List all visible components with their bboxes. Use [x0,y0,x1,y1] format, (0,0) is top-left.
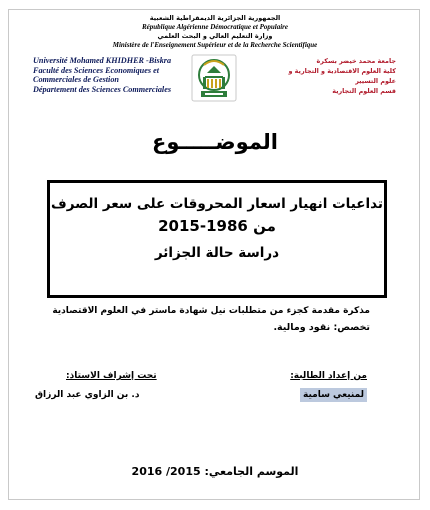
academic-year: الموسم الجامعي: 2015/ 2016 [131,465,299,478]
topic-heading: الموضـــــوع [151,130,279,154]
university-french-block [33,56,193,94]
supervisor-label: تحت إشراف الاستاذ: [66,371,157,381]
republic-arabic: الجمهورية الجزائرية الديمقراطية الشعبية [149,14,281,22]
university-name-ar: جامعة محمد خيضر بسكرة [316,57,396,65]
thesis-title-box [47,180,387,298]
supervisor-name: د. بن الزاوي عبد الرزاق [35,390,140,400]
republic-french: République Algérienne Démocratique et Populaire [142,23,288,31]
faculty-name-fr-cont: Commerciales de Gestion [33,75,119,85]
department-name-ar: قسم العلوم التجارية [332,87,396,95]
university-arabic-block [276,56,396,96]
student-label: من إعداد الطالبة: [290,371,367,381]
department-name-fr: Département des Sciences Commerciales [33,84,172,94]
thesis-title-case: دراسة حالة الجزائر [154,245,280,261]
university-logo [191,54,237,102]
thesis-title-line1: تداعيات انهيار اسعار المحروقات على سعر الصرف [51,196,383,212]
faculty-name-fr: Faculté des Sciences Economiques et [33,65,159,75]
university-name-fr: Université Mohamed KHIDHER -Biskra [33,56,172,65]
thesis-title-years: من 1986-2015 [158,217,276,235]
ministry-french: Ministère de l'Enseignement Supérieur et de la Recherche Scientifique [112,41,318,49]
specialization: تخصص: نقود ومالية. [273,322,370,333]
student-name: لمنيعي سامية [300,388,367,402]
memo-description: مذكرة مقدمة كجزء من متطلبات نيل شهادة ماستر في العلوم الاقتصادية [52,306,370,316]
faculty-name-ar: كلية العلوم الاقتصادية و التجارية و علوم التسيير [288,67,396,85]
government-header [0,14,430,50]
ministry-arabic: وزارة التعليم العالي و البحث العلمي [157,32,273,40]
